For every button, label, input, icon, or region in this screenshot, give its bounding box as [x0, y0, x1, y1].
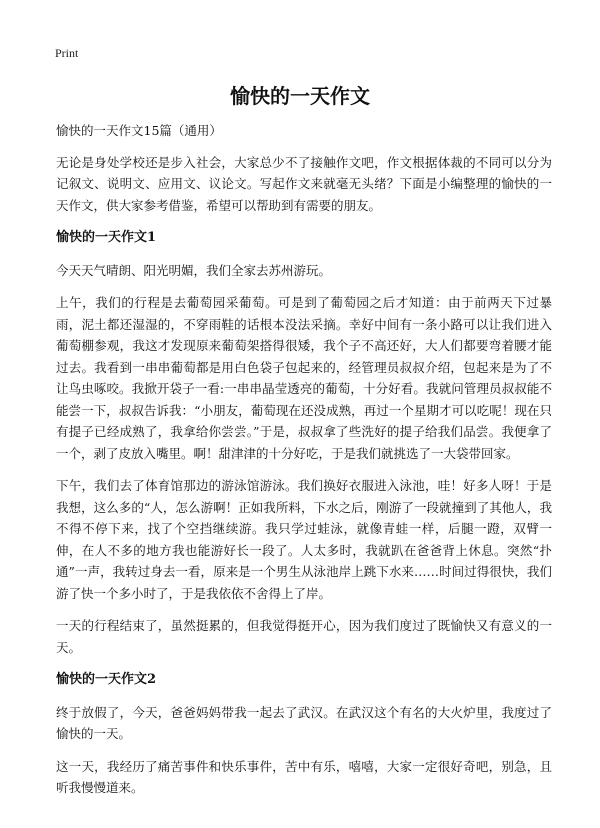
section-heading: 愉快的一天作文1	[56, 230, 157, 245]
paragraph: 一天的行程结束了，虽然挺累的，但我觉得挺开心，因为我们度过了既愉快又有意义的一天。	[56, 618, 552, 655]
paragraph: 终于放假了，今天，爸爸妈妈带我一起去了武汉。在武汉这个有名的大火炉里，我度过了愉快的一天。	[56, 704, 552, 741]
paragraph: 今天天气晴朗、阳光明媚，我们全家去苏州游玩。	[56, 262, 332, 278]
paragraph: 上午，我们的行程是去葡萄园采葡萄。可是到了葡萄园之后才知道：由于前两天下过暴雨，泥土都还湿湿的，不穿雨鞋的话根本没法采摘。幸好中间有一条小路可以让我们进入葡萄棚参观，我这才发现原来葡萄架搭得很矮，我个子不高还好，大人们都要弯着腰才能过去。我看到一串串葡萄都是用白色袋子包起来的，经管理员叔叔介绍，包起来是为了不让鸟虫啄咬。我掀开袋子一看:一串串晶莹透亮的葡萄，十分好看。我就问管理员叔叔能不能尝一下，叔叔告诉我：“小朋友，葡萄现在还没成熟，再过一个星期才可以吃呢！现在只有提子已经成熟了，我拿给你尝尝。”于是，叔叔拿了些洗好的提子给我们品尝。我便拿了一个，剥了皮放入嘴里。啊！甜津津的十分好吃，于是我们就挑选了一大袋带回家。	[56, 295, 552, 461]
paragraph: 下午，我们去了体育馆那边的游泳馆游泳。我们换好衣服进入泳池，哇！好多人呀！于是我想，这么多的“人，怎么游啊！正如我所料，下水之后，刚游了一段就撞到了其他人，我不得不停下来，找了个空挡继续游。我只学过蛙泳，就像青蛙一样，后腿一蹬，双臂一伸，在人不多的地方我也能游好长一段了。人太多时，我就趴在爸爸背上休息。突然“扑通”一声，我转过身去一看，原来是一个男生从泳池岸上跳下水来……时间过得很快，我们游了快一个多小时了，于是我依依不舍得上了岸。	[56, 478, 552, 601]
page-title: 愉快的一天作文	[230, 84, 370, 108]
print-link[interactable]: Print	[55, 46, 79, 60]
article-subtitle: 愉快的一天作文15篇（通用）	[56, 123, 222, 138]
article-body	[56, 120, 552, 810]
section-heading: 愉快的一天作文2	[56, 672, 157, 687]
intro-paragraph: 无论是身处学校还是步入社会，大家总少不了接触作文吧，作文根据体裁的不同可以分为记叙文、说明文、应用文、议论文。写起作文来就毫无头绪？下面是小编整理的愉快的一天作文，供大家参考借鉴，希望可以帮助到有需要的朋友。	[56, 154, 552, 213]
paragraph: 这一天，我经历了痛苦事件和快乐事件，苦中有乐，嘻嘻，大家一定很好奇吧，别急，且听我慢慢道来。	[56, 758, 552, 795]
